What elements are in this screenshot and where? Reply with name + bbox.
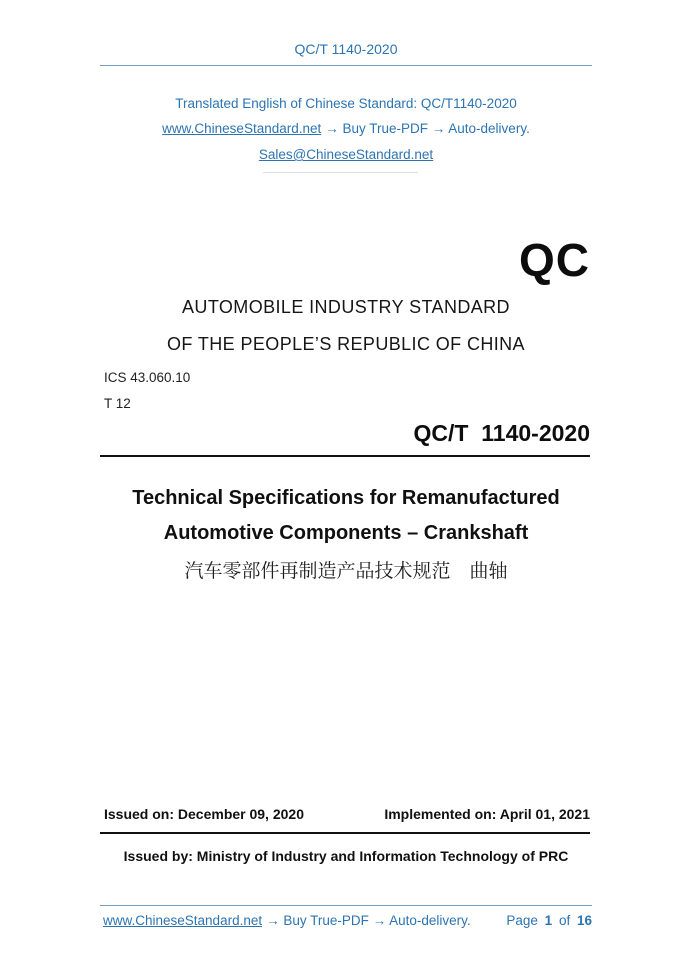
footer-site-link[interactable]: www.ChineseStandard.net bbox=[103, 913, 263, 928]
standard-org-line1: AUTOMOBILE INDUSTRY STANDARD bbox=[182, 297, 510, 317]
issuer-divider bbox=[100, 832, 590, 834]
page-indicator bbox=[503, 913, 592, 928]
issued-date: Issued on: December 09, 2020 bbox=[104, 806, 304, 822]
footer-row bbox=[103, 913, 592, 928]
title-divider bbox=[100, 455, 590, 457]
banner-buy-line bbox=[100, 121, 592, 136]
issuer-line: Issued by: Ministry of Industry and Information Technology of PRC bbox=[123, 848, 569, 864]
of-word: of bbox=[558, 913, 571, 928]
footer-buy-line bbox=[103, 913, 471, 928]
qc-logo: QC bbox=[519, 234, 590, 286]
footer-divider bbox=[100, 905, 592, 906]
header-doc-code: QC/T 1140-2020 bbox=[294, 41, 398, 57]
standard-number: QC/T 1140-2020 bbox=[413, 420, 590, 446]
document-title-line1: Technical Specifications for Remanufactured bbox=[132, 487, 560, 509]
t-classification-code: T 12 bbox=[104, 396, 131, 411]
implemented-date: Implemented on: April 01, 2021 bbox=[384, 806, 590, 822]
footer-buy-text: → Buy True-PDF → Auto-delivery. bbox=[266, 913, 471, 928]
sales-email-link[interactable]: Sales@ChineseStandard.net bbox=[258, 147, 434, 162]
buy-pdf-text: → Buy True-PDF → Auto-delivery. bbox=[325, 121, 530, 136]
total-pages-number: 16 bbox=[576, 913, 592, 928]
faint-divider bbox=[263, 172, 418, 173]
document-title-chinese: 汽车零部件再制造产品技术规范 曲轴 bbox=[184, 560, 508, 582]
standard-org-line2: OF THE PEOPLE’S REPUBLIC OF CHINA bbox=[167, 334, 525, 354]
chinesestandard-site-link[interactable]: www.ChineseStandard.net bbox=[162, 121, 322, 136]
banner-email-line bbox=[100, 147, 592, 162]
translated-standard-note: Translated English of Chinese Standard: QC/T1140-2020 bbox=[175, 96, 517, 111]
current-page-number: 1 bbox=[544, 913, 553, 928]
document-title-line2: Automotive Components – Crankshaft bbox=[163, 522, 529, 544]
page-word: Page bbox=[506, 913, 538, 928]
ics-code: ICS 43.060.10 bbox=[104, 370, 191, 385]
dates-row bbox=[104, 806, 590, 822]
header-divider bbox=[100, 65, 592, 66]
